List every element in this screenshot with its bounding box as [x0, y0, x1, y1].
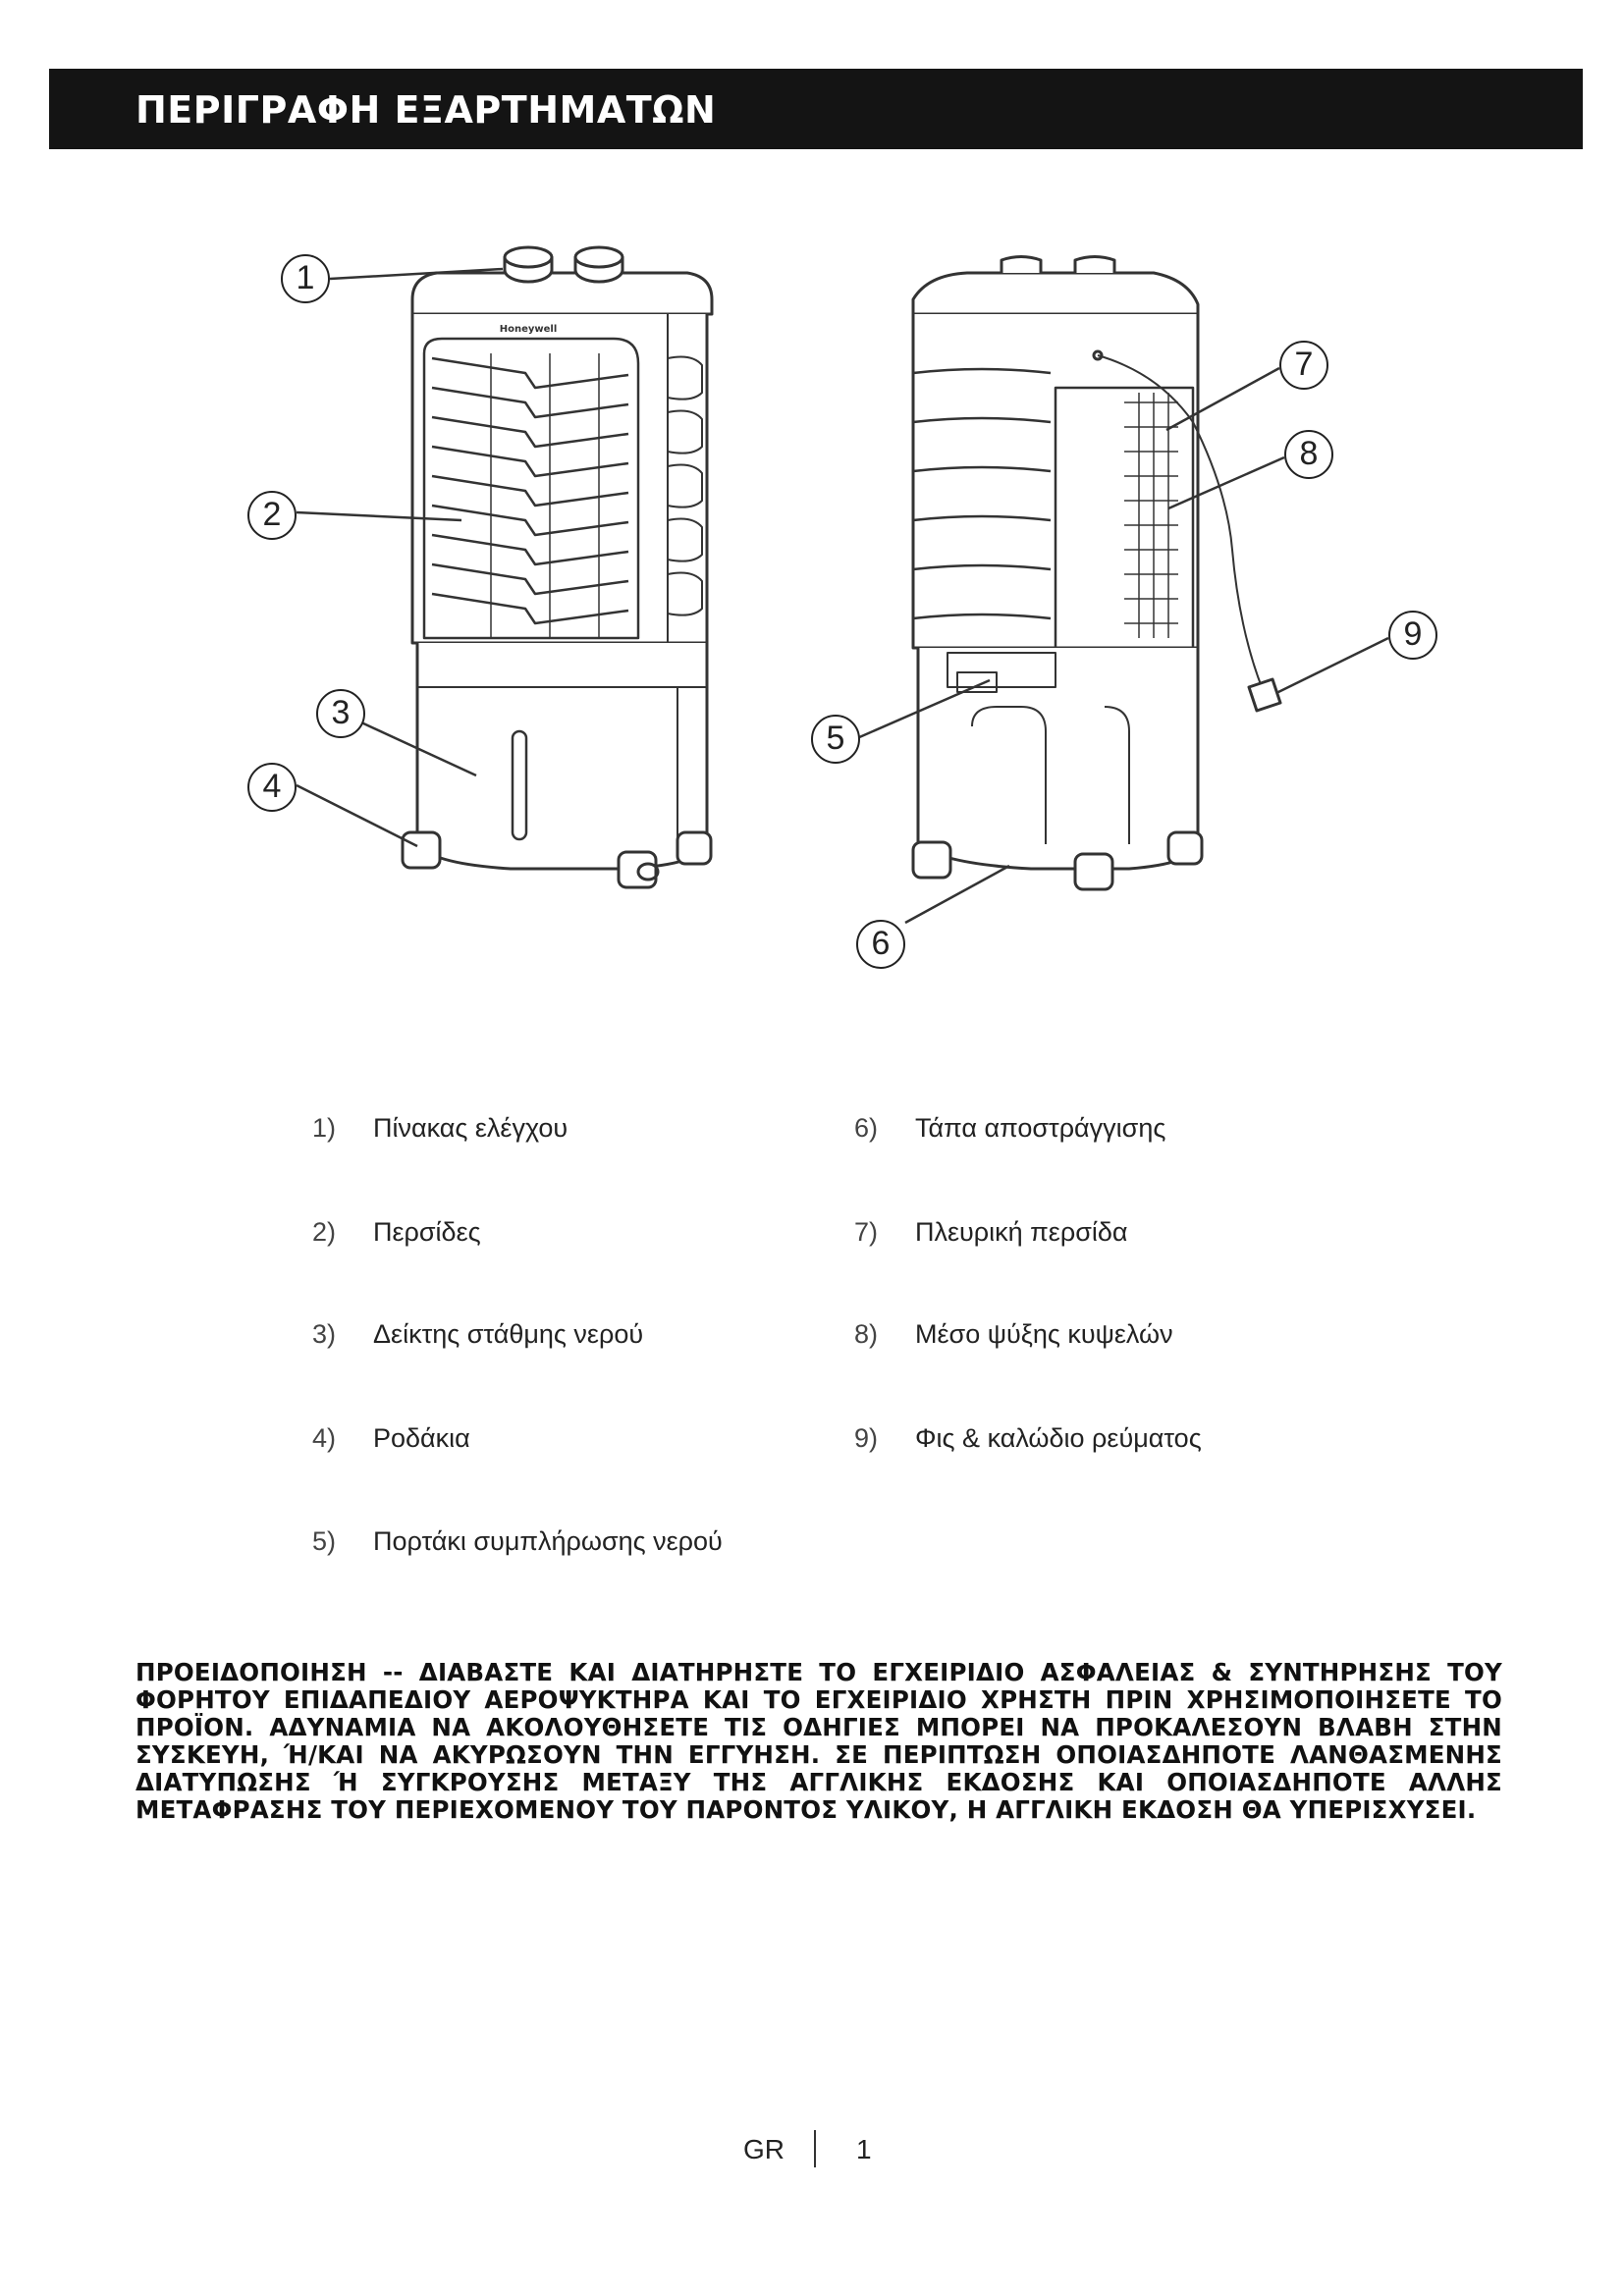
part-number: 8) — [854, 1319, 879, 1349]
part-number: 3) — [312, 1319, 337, 1349]
part-number: 9) — [854, 1423, 879, 1453]
footer-divider — [814, 2130, 816, 2167]
brand-logo: Honeywell — [499, 324, 558, 335]
part-label: Πίνακας ελέγχου — [373, 1113, 568, 1143]
part-number: 2) — [312, 1217, 337, 1247]
callout-5: 5 — [811, 715, 860, 764]
part-number: 5) — [312, 1526, 337, 1556]
callout-6: 6 — [856, 920, 905, 969]
callout-3: 3 — [316, 689, 365, 738]
warning-text: ΠΡΟΕΙΔΟΠΟΙΗΣΗ -- ΔΙΑΒΑΣΤΕ ΚΑΙ ΔΙΑΤΗΡΗΣΤΕ ΤΟ ΕΓΧΕΙΡΙΔΙΟ ΑΣΦΑΛΕΙΑΣ & ΣΥΝΤΗΡΗΣΗΣ ΤΟΥ ΦΟΡΗΤΟΥ ΕΠΙΔΑΠΕΔΙΟΥ ΑΕΡΟΨΥΚΤΗΡΑ ΚΑΙ ΤΟ ΕΓΧΕΙΡΙΔΙΟ ΧΡΗΣΤΗ ΠΡΙΝ ΧΡΗΣΙΜΟΠΟΙΗΣΕΤΕ ΤΟ ΠΡΟΪΟΝ. ΑΔΥΝΑΜΙΑ ΝΑ ΑΚΟΛΟΥΘΗΣΕΤΕ ΤΙΣ ΟΔΗΓΙΕΣ ΜΠΟΡΕΙ ΝΑ ΠΡΟΚΑΛΕΣΟΥΝ ΒΛΑΒΗ ΣΤΗΝ ΣΥΣΚΕΥΗ, Ή/ΚΑΙ ΝΑ ΑΚΥΡΩΣΟΥΝ ΤΗΝ ΕΓΓΥΗΣΗ. ΣΕ ΠΕΡΙΠΤΩΣΗ ΟΠΟΙΑΣΔΗΠΟΤΕ ΛΑΝΘΑΣΜΕΝΗΣ ΔΙΑΤΥΠΩΣΗΣ Ή ΣΥΓΚΡΟΥΣΗΣ ΜΕΤΑΞΥ ΤΗΣ ΑΓΓΛΙΚΗΣ ΕΚΔΟΣΗΣ ΚΑΙ ΟΠΟΙΑΣΔΗΠΟΤΕ ΑΛΛΗΣ ΜΕΤΑΦΡΑΣΗΣ ΤΟΥ ΠΕΡΙΕΧΟΜΕΝΟΥ ΤΟΥ ΠΑΡΟΝΤΟΣ ΥΛΙΚΟΥ, Η ΑΓΓΛΙΚΗ ΕΚΔΟΣΗ ΘΑ ΥΠΕΡΙΣΧΥΣΕΙ. — [135, 1658, 1502, 1824]
part-number: 4) — [312, 1423, 337, 1453]
part-label: Πλευρική περσίδα — [915, 1217, 1128, 1247]
part-label: Μέσο ψύξης κυψελών — [915, 1319, 1173, 1349]
callout-2: 2 — [247, 491, 297, 540]
part-label: Δείκτης στάθμης νερού — [373, 1319, 644, 1349]
air-cooler-illustration — [0, 0, 1624, 1001]
page-title: ΠΕΡΙΓΡΑΦΗ ΕΞΑΡΤΗΜΑΤΩΝ — [135, 88, 717, 132]
part-number: 7) — [854, 1217, 879, 1247]
part-label: Φις & καλώδιο ρεύματος — [915, 1423, 1202, 1453]
front-view — [403, 247, 712, 887]
page-footer — [0, 2130, 1624, 2169]
part-label: Περσίδες — [373, 1217, 481, 1247]
callout-4: 4 — [247, 763, 297, 812]
part-number: 1) — [312, 1113, 337, 1143]
part-label: Πορτάκι συμπλήρωσης νερού — [373, 1526, 723, 1556]
callout-1: 1 — [281, 254, 330, 303]
language-code: GR — [743, 2134, 785, 2164]
callout-8: 8 — [1284, 430, 1333, 479]
part-number: 6) — [854, 1113, 879, 1143]
back-view — [913, 257, 1280, 890]
callout-7: 7 — [1279, 341, 1328, 390]
part-label: Τάπα αποστράγγισης — [915, 1113, 1166, 1143]
callout-9: 9 — [1388, 611, 1437, 660]
part-label: Ροδάκια — [373, 1423, 470, 1453]
product-diagram — [0, 0, 1624, 1001]
page-number: 1 — [856, 2134, 872, 2164]
